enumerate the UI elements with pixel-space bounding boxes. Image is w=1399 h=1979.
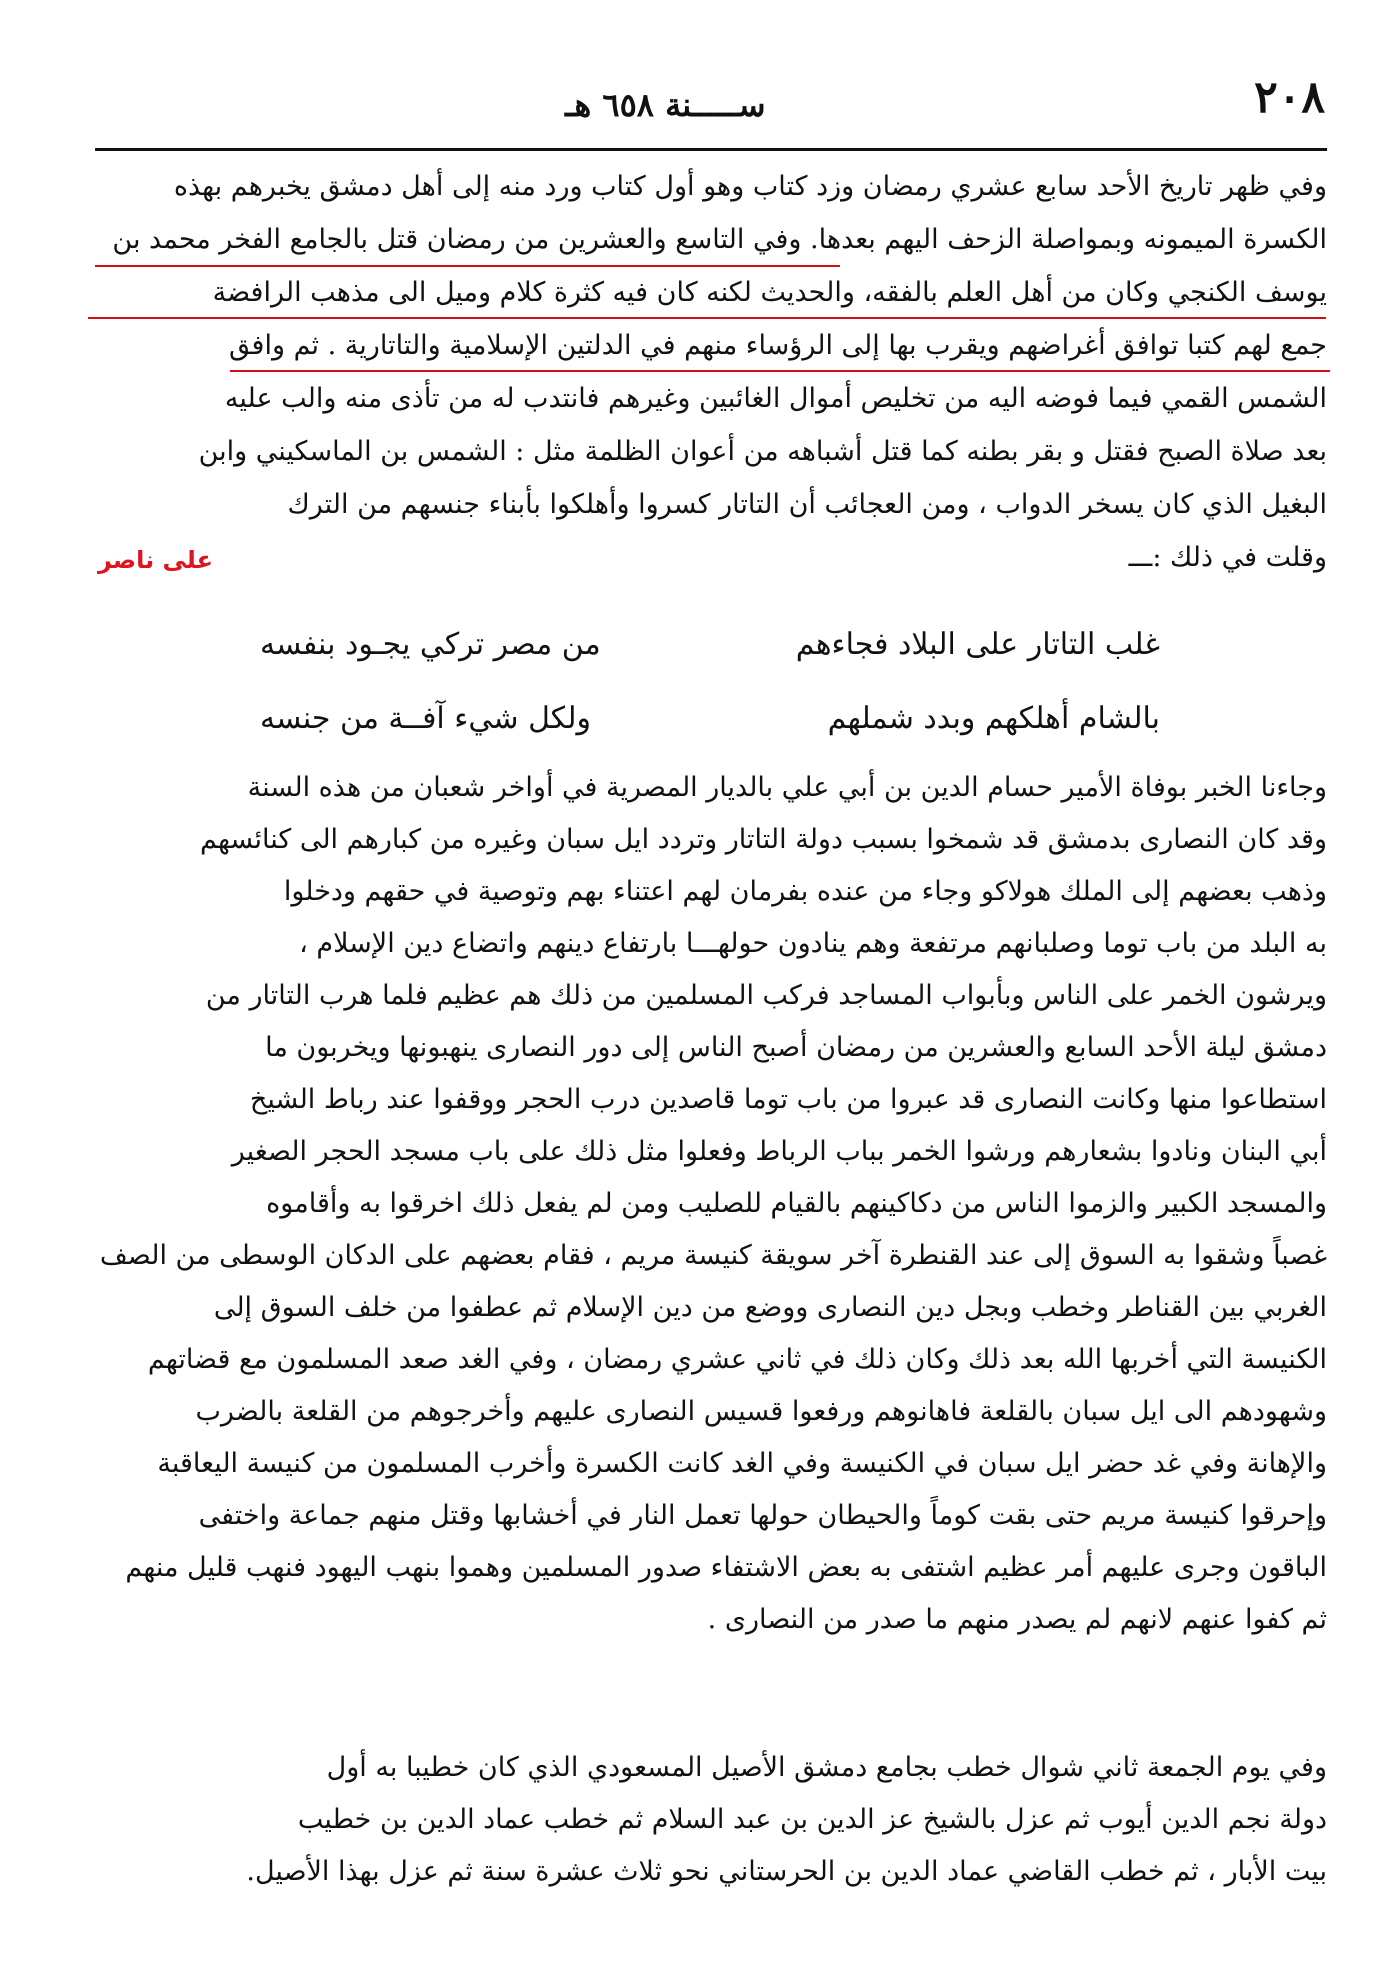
text-line: به البلد من باب توما وصلبانهم مرتفعة وهم ينادون حولهـــا بارتفاع دينهم واتضاع دين الإسلام ،: [299, 928, 1327, 959]
text-line: بعد صلاة الصبح فقتل و بقر بطنه كما قتل أشباهه من أعوان الظلمة مثل : الشمس بن الماسكيني وابن: [198, 436, 1327, 467]
text-line: الكسرة الميمونه وبمواصلة الزحف اليهم بعدها. وفي التاسع والعشرين من رمضان قتل بالجامع الفخر محمد بن: [112, 224, 1327, 255]
text-line: وشهودهم الى ايل سبان بالقلعة فاهانوهم ورفعوا قسيس النصارى عليهم وأخرجوهم من القلعة بالضرب: [195, 1396, 1327, 1427]
hemistich-second: من مصر تركي يجـود بنفسه: [260, 627, 601, 662]
text-line: الباقون وجرى عليهم أمر عظيم اشتفى به بعض الاشتفاء صدور المسلمين وهموا بنهب اليهود فنهب قليل منهم: [125, 1552, 1327, 1583]
red-underline: [88, 317, 1326, 319]
text-line: بيت الأبار ، ثم خطب القاضي عماد الدين بن الحرستاني نحو ثلاث عشرة سنة ثم عزل بهذا الأصيل.: [246, 1856, 1327, 1887]
red-underline: [230, 370, 1330, 372]
text-line: البغيل الذي كان يسخر الدواب ، ومن العجائب أن التاتار كسروا وأهلكوا بأبناء جنسهم من الترك: [287, 489, 1327, 520]
red-underline: [95, 265, 840, 267]
header-rule: [95, 148, 1327, 151]
text-line: الشمس القمي فيما فوضه اليه من تخليص أموال الغائبين وغيرهم فانتدب له من تأذى منه والب عليه: [224, 383, 1327, 414]
page-header: [95, 72, 1325, 142]
text-line: ثم كفوا عنهم لانهم لم يصدر منهم ما صدر من النصارى .: [707, 1604, 1327, 1635]
text-line: وقلت في ذلك :ـــ: [1128, 542, 1327, 573]
text-line: وقد كان النصارى بدمشق قد شمخوا بسبب دولة التاتار وتردد ايل سبان وغيره من كبارهم الى كنائسهم: [200, 824, 1327, 855]
text-line: الكنيسة التي أخربها الله بعد ذلك وكان ذلك في ثاني عشري رمضان ، وفي الغد صعد المسلمون مع قضاتهم: [147, 1344, 1327, 1375]
text-line: يوسف الكنجي وكان من أهل العلم بالفقه، والحديث لكنه كان فيه كثرة كلام وميل الى مذهب الرافضة: [212, 277, 1327, 308]
text-line: وفي يوم الجمعة ثاني شوال خطب بجامع دمشق الأصيل المسعودي الذي كان خطيبا به أول: [326, 1752, 1327, 1783]
paragraph-3: [95, 1742, 1327, 1898]
text-line: وفي ظهر تاريخ الأحد سابع عشري رمضان وزد كتاب وهو أول كتاب ورد منه إلى أهل دمشق يخبرهم بهذه: [173, 171, 1327, 202]
running-title: ســـــنة ٦٥٨ هـ: [565, 86, 766, 124]
text-line: وذهب بعضهم إلى الملك هولاكو وجاء من عنده بفرمان لهم اعتناء بهم وتوصية في حقهم ودخلوا: [283, 876, 1327, 907]
text-line: وإحرقوا كنيسة مريم حتى بقت كوماً والحيطان حولها تعمل النار في أخشابها وقتل منهم جماعة واختفى: [198, 1500, 1327, 1531]
text-line: والإهانة وفي غد حضر ايل سبان في الكنيسة وفي الغد كانت الكسرة وأخرب المسلمون من كنيسة اليعاقبة: [157, 1448, 1327, 1479]
text-line: دمشق ليلة الأحد السابع والعشرين من رمضان أصبح الناس إلى دور النصارى ينهبونها ويخربون ما: [265, 1032, 1327, 1063]
page-number: ٢٠٨: [1254, 72, 1325, 123]
text-line: استطاعوا منها وكانت النصارى قد عبروا من باب توما قاصدين درب الحجر ووقفوا عند رباط الشيخ: [249, 1084, 1327, 1115]
text-line: والمسجد الكبير والزموا الناس من دكاكينهم بالقيام للصليب ومن لم يفعل ذلك اخرقوا به وأقاموه: [266, 1188, 1327, 1219]
text-line: غصباً وشقوا به السوق إلى عند القنطرة آخر سويقة كنيسة مريم ، فقام بعضهم على الدكان الوسطى من الصف: [99, 1240, 1327, 1271]
poem-verse: [260, 608, 1160, 682]
hemistich-second: ولكل شيء آفــة من جنسه: [260, 701, 591, 736]
red-annotation: على ناصر: [98, 546, 213, 574]
text-line: وجاءنا الخبر بوفاة الأمير حسام الدين بن أبي علي بالديار المصرية في أواخر شعبان من هذه السنة: [247, 772, 1327, 803]
text-line: ويرشون الخمر على الناس وبأبواب المساجد فركب المسلمين من ذلك هم عظيم فلما هرب التاتار من: [205, 980, 1327, 1011]
text-line: دولة نجم الدين أيوب ثم عزل بالشيخ عز الدين بن عبد السلام ثم خطب عماد الدين بن خطيب: [297, 1804, 1327, 1835]
hemistich-first: بالشام أهلكهم وبدد شملهم: [827, 701, 1160, 736]
paragraph-2: [95, 762, 1327, 1646]
hemistich-first: غلب التاتار على البلاد فجاءهم: [795, 627, 1160, 662]
text-line: أبي البنان ونادوا بشعارهم ورشوا الخمر بباب الرباط وفعلوا مثل ذلك على باب مسجد الحجر الصغير: [231, 1136, 1327, 1167]
text-line: جمع لهم كتبا توافق أغراضهم ويقرب بها إلى الرؤساء منهم في الدلتين الإسلامية والتاتارية . ثم وافق: [229, 330, 1327, 361]
poem-verse: [260, 682, 1160, 756]
poem: [260, 608, 1160, 756]
paragraph-1: [95, 160, 1327, 584]
text-line: الغربي بين القناطر وخطب وبجل دين النصارى ووضع من دين الإسلام ثم عطفوا من خلف السوق إلى: [213, 1292, 1327, 1323]
